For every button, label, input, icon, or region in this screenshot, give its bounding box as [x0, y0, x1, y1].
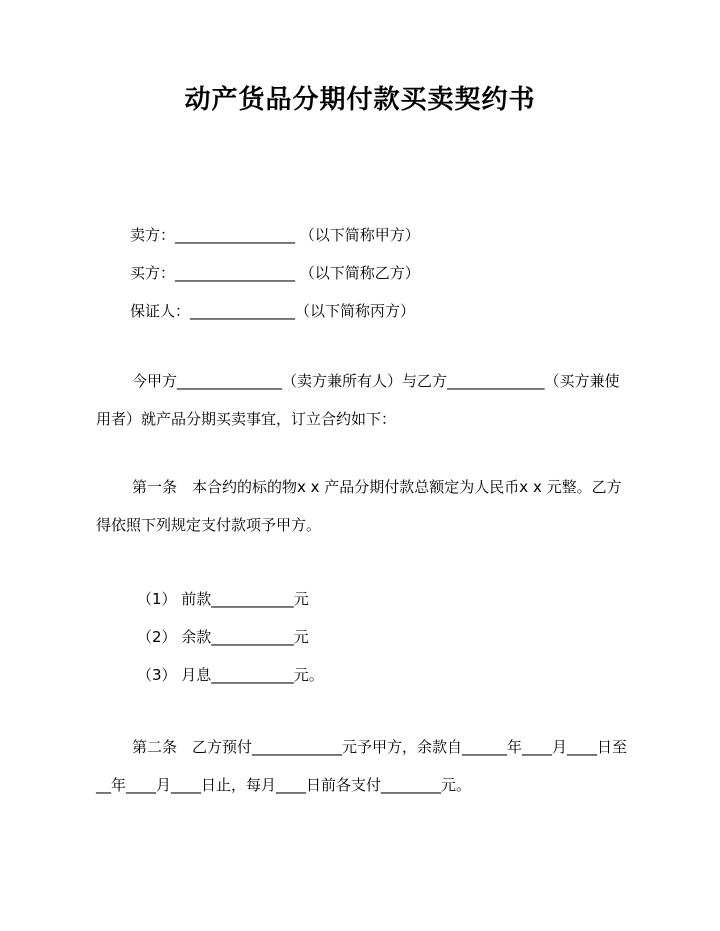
payment-items-list [96, 580, 628, 694]
party-note: （以下简称丙方） [295, 302, 416, 320]
party-note: （以下简称乙方） [295, 264, 420, 282]
party-note: （以下简称甲方） [295, 226, 420, 244]
article-1-paragraph: 第一条 本合约的标的物x x 产品分期付款总额定为人民币x x 元整。乙方得依照下列规定支付款项予甲方。 [96, 478, 622, 534]
payment-item-interest: （3） 月息___________元。 [137, 666, 324, 684]
parties-block [96, 216, 628, 330]
party-row-buyer [96, 254, 628, 292]
party-label: 卖方： [130, 226, 176, 244]
party-row-guarantor [96, 292, 628, 330]
intro-paragraph: 今甲方______________（卖方兼所有人）与乙方_____________（买方兼使用者）就产品分期买卖事宜，订立合约如下： [96, 372, 620, 428]
party-blank-line: ________________ [175, 264, 296, 282]
document-body [0, 216, 720, 804]
party-label: 买方： [130, 264, 176, 282]
party-blank-line: ______________ [190, 302, 296, 320]
party-label: 保证人： [130, 302, 191, 320]
party-row-seller [96, 216, 628, 254]
document-title: 动产货品分期付款买卖契约书 [184, 85, 536, 115]
payment-item-downpayment: （1） 前款___________元 [137, 590, 309, 608]
payment-item-balance: （2） 余款___________元 [137, 628, 309, 646]
party-blank-line: ________________ [175, 226, 296, 244]
article-2-paragraph: 第二条 乙方预付____________元予甲方，余款自______年____月____日至__年____月____日止，每月____日前各支付________元。 [96, 738, 628, 794]
